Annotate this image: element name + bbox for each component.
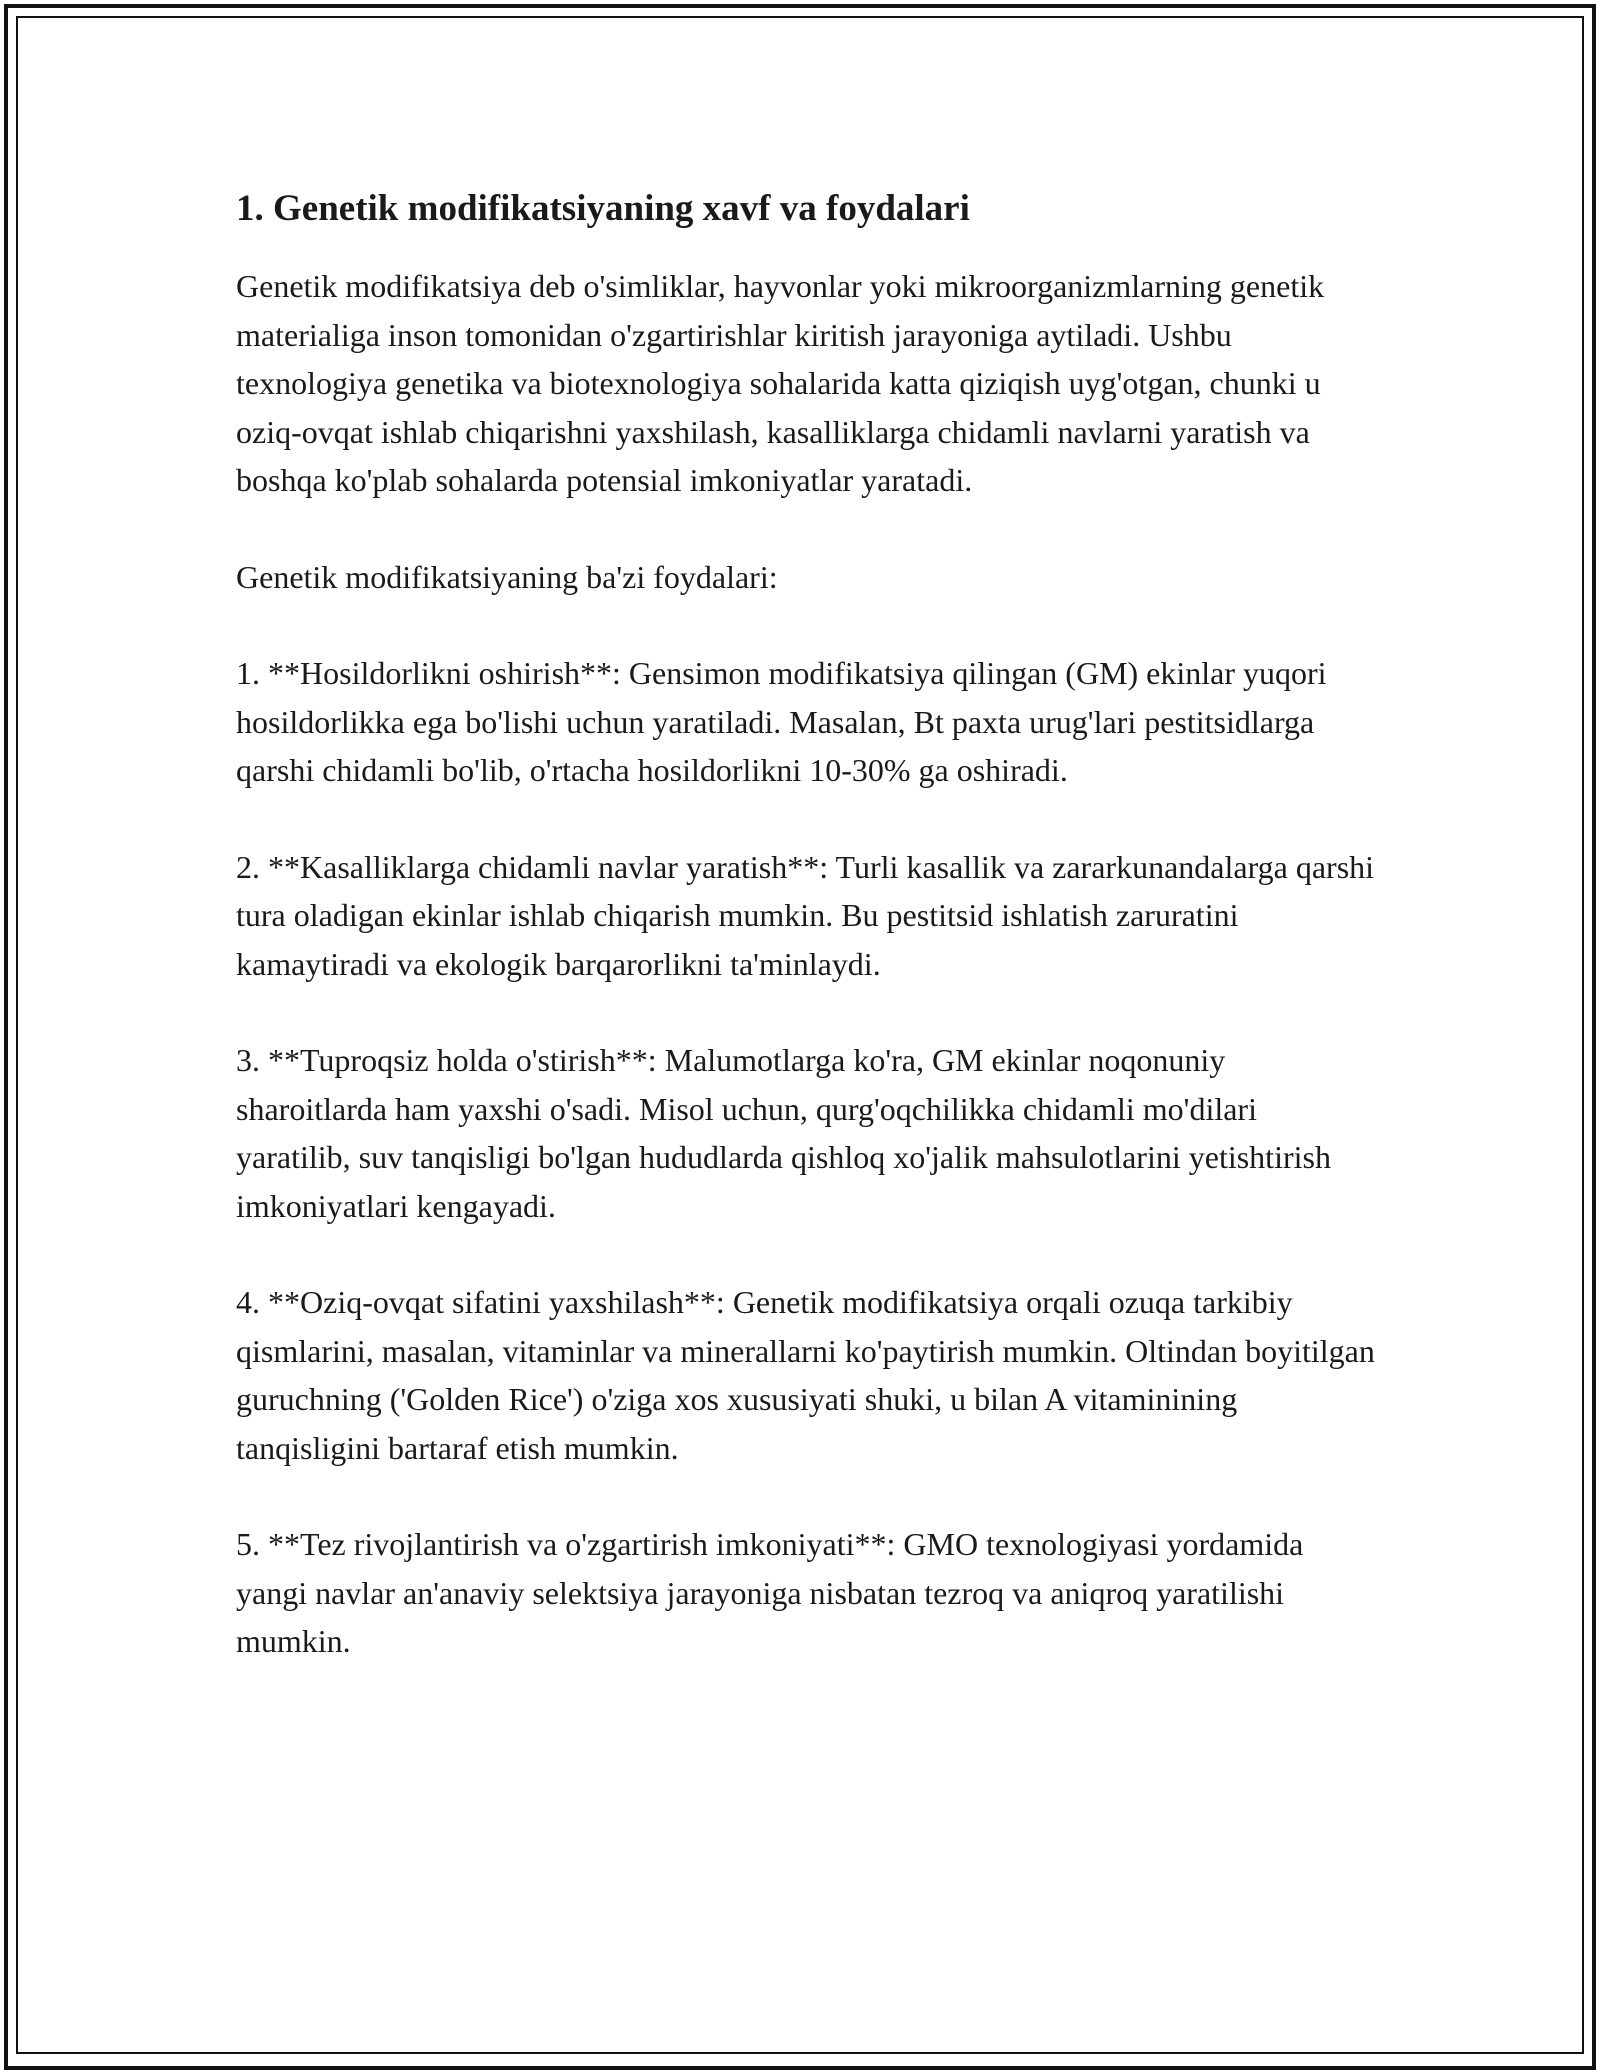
- benefit-item-2: 2. **Kasalliklarga chidamli navlar yaratish**: Turli kasallik va zararkunandalarga qarshi tura oladigan ekinlar ishlab chiqarish mumkin. Bu pestitsid ishlatish zaruratini kamaytiradi va ekologik barqarorlikni ta'minlaydi.: [236, 848, 1383, 982]
- page-title: 1. Genetik modifikatsiyaning xavf va foydalari: [236, 188, 970, 229]
- benefit-item-4: 4. **Oziq-ovqat sifatini yaxshilash**: Genetik modifikatsiya orqali ozuqa tarkibiy qismlarini, masalan, vitaminlar va minerallarni ko'paytirish mumkin. Oltindan boyitilgan guruchning ('Golden Rice') o'ziga xos xususiyati shuki, u bilan A vitaminining tanqisligini bartaraf etish mumkin.: [236, 1284, 1383, 1466]
- document-body: [236, 186, 1383, 1714]
- benefit-item-5: 5. **Tez rivojlantirish va o'zgartirish imkoniyati**: GMO texnologiyasi yordamida yangi navlar an'anaviy selektsiya jarayoniga nisbatan tezroq va aniqroq yaratilishi mumkin.: [236, 1526, 1312, 1659]
- benefits-intro: Genetik modifikatsiyaning ba'zi foydalari:: [236, 558, 778, 595]
- benefit-item-3: 3. **Tuproqsiz holda o'stirish**: Malumotlarga ko'ra, GM ekinlar noqonuniy sharoitlarda ham yaxshi o'sadi. Misol uchun, qurg'oqchilikka chidamli mo'dilari yaratilib, suv tanqisligi bo'lgan hududlarda qishloq xo'jalik mahsulotlarini yetishtirish imkoniyatlari kengayadi.: [236, 1042, 1339, 1224]
- intro-paragraph: Genetik modifikatsiya deb o'simliklar, hayvonlar yoki mikroorganizmlarning genetik materialiga inson tomonidan o'zgartirishlar kiritish jarayoniga aytiladi. Ushbu texnologiya genetika va biotexnologiya sohalarida katta qiziqish uyg'otgan, chunki u oziq-ovqat ishlab chiqarishni yaxshilash, kasalliklarga chidamli navlarni yaratish va boshqa ko'plab sohalarda potensial imkoniyatlar yaratadi.: [236, 268, 1333, 498]
- benefit-item-1: 1. **Hosildorlikni oshirish**: Gensimon modifikatsiya qilingan (GM) ekinlar yuqori hosildorlikka ega bo'lishi uchun yaratiladi. Masalan, Bt paxta urug'lari pestitsidlarga qarshi chidamli bo'lib, o'rtacha hosildorlikni 10-30% ga oshiradi.: [236, 655, 1335, 788]
